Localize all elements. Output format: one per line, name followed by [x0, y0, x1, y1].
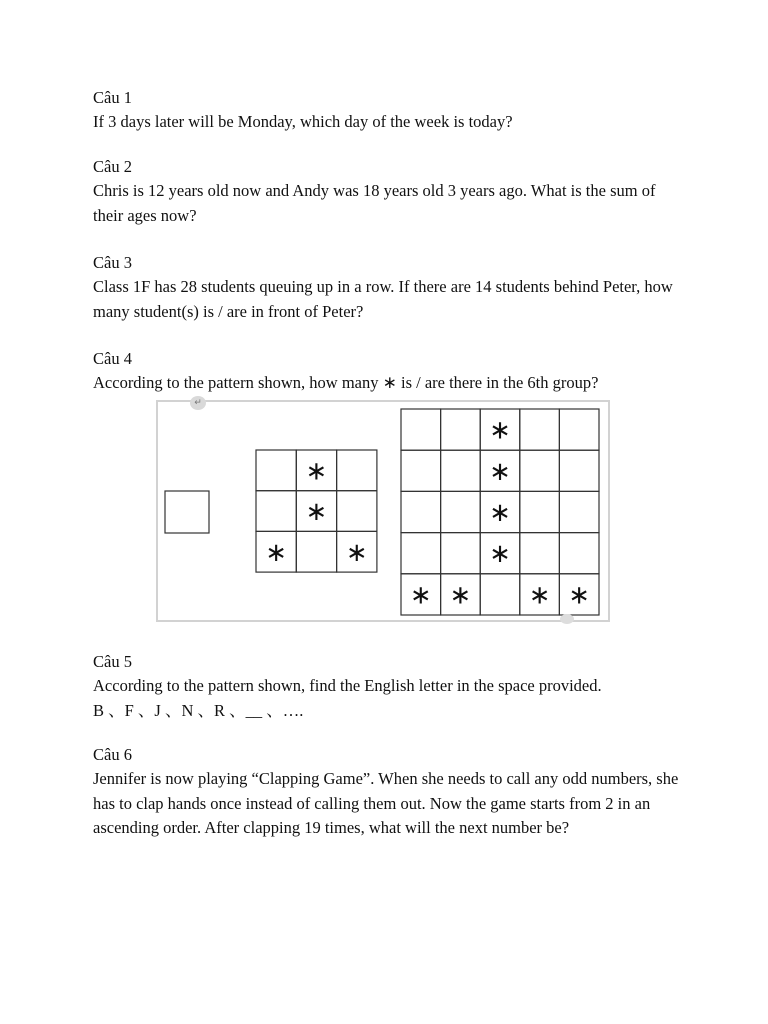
asterisk-mark: ∗ [409, 580, 432, 611]
question-title: Câu 2 [93, 157, 132, 176]
question-text: Class 1F has 28 students queuing up in a row. If there are 14 students behind Peter, how many student(s) is / are in front of Peter? [93, 277, 673, 321]
grid-cell [559, 409, 599, 450]
grid-cell [559, 491, 599, 532]
asterisk-mark: ∗ [568, 580, 591, 611]
asterisk-mark: ∗ [305, 497, 328, 528]
grid-cell [520, 491, 560, 532]
grid-cell [401, 450, 441, 491]
asterisk-mark: ∗ [489, 498, 511, 528]
question-title: Câu 1 [93, 88, 132, 107]
question-6 [93, 743, 683, 841]
grid-cell [441, 533, 481, 574]
grid-cell [337, 491, 377, 532]
question-text-after: is / are there in the 6th group? [400, 373, 599, 392]
pattern-group-2 [256, 450, 377, 572]
grid-cell [441, 409, 481, 450]
asterisk-mark: ∗ [449, 580, 472, 611]
grid-cell [520, 450, 560, 491]
asterisk-mark: ∗ [265, 537, 288, 568]
pattern-grids [156, 400, 610, 622]
object-anchor-icon: ↵ [190, 396, 206, 410]
pattern-group-1 [165, 491, 209, 533]
asterisk-mark: ∗ [489, 415, 511, 446]
question-5 [93, 650, 683, 723]
asterisk-mark: ∗ [528, 580, 551, 611]
grid-cell [441, 450, 481, 491]
question-2 [93, 155, 683, 228]
grid-cell [520, 533, 560, 574]
grid-cell [401, 533, 441, 574]
asterisk-mark: ∗ [489, 539, 511, 570]
grid-cell [337, 450, 377, 491]
question-text: If 3 days later will be Monday, which day of the week is today? [93, 112, 513, 131]
question-title: Câu 3 [93, 253, 132, 272]
grid-cell [296, 531, 336, 572]
asterisk-mark: ∗ [305, 456, 328, 487]
question-3 [93, 251, 683, 324]
question-1 [93, 86, 683, 135]
letter-sequence: B 、F 、J 、N 、R 、__ 、…. [93, 700, 304, 720]
question-text: Chris is 12 years old now and Andy was 18 years old 3 years ago. What is the sum of their ages now? [93, 181, 656, 225]
grid-cell [520, 409, 560, 450]
grid-cell [480, 574, 520, 615]
pattern-figure [156, 400, 610, 622]
question-title: Câu 5 [93, 652, 132, 671]
grid-cell [165, 491, 209, 533]
grid-cell [401, 491, 441, 532]
question-text [93, 371, 683, 396]
question-text-before: According to the pattern shown, how many [93, 373, 379, 392]
grid-cell [256, 491, 296, 532]
grid-cell [441, 491, 481, 532]
asterisk-symbol: ∗ [382, 373, 397, 393]
grid-cell [559, 533, 599, 574]
question-text: Jennifer is now playing “Clapping Game”. When she needs to call any odd numbers, she has to clap hands once instead of calling them out. Now the game starts from 2 in an ascending order. After clapping 19 times, what will the next number be? [93, 769, 679, 837]
asterisk-mark: ∗ [345, 537, 368, 568]
question-4 [93, 347, 683, 396]
question-text: According to the pattern shown, find the English letter in the space provided. [93, 676, 602, 695]
grid-cell [256, 450, 296, 491]
resize-handle-icon [560, 614, 574, 624]
grid-cell [401, 409, 441, 450]
grid-cell [559, 450, 599, 491]
asterisk-mark: ∗ [489, 456, 511, 487]
question-title: Câu 4 [93, 349, 132, 368]
pattern-group-3 [401, 409, 599, 615]
question-title: Câu 6 [93, 745, 132, 764]
